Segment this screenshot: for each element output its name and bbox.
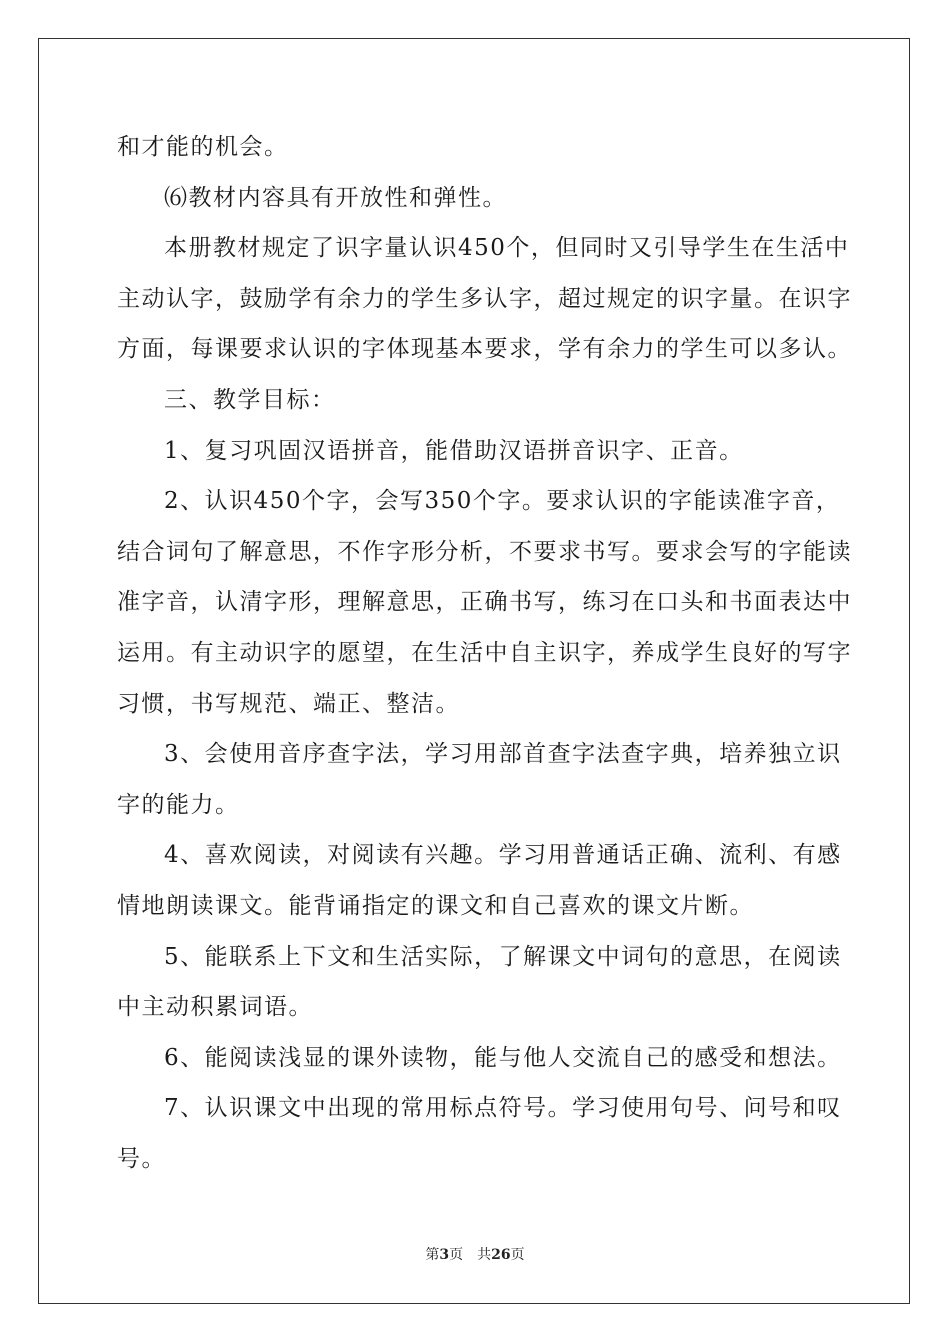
document-body xyxy=(117,128,852,1190)
total-pages: 26 xyxy=(491,1247,511,1263)
total-prefix: 共 xyxy=(477,1247,492,1263)
text-line: 结合词句了解意思，不作字形分析，不要求书写。要求会写的字能读 xyxy=(117,538,852,565)
text-line: 6、能阅读浅显的课外读物，能与他人交流自己的感受和想法。 xyxy=(164,1044,842,1071)
text-line: 1、复习巩固汉语拼音，能借助汉语拼音识字、正音。 xyxy=(164,437,744,464)
text-line: 方面，每课要求认识的字体现基本要求，学有余力的学生可以多认。 xyxy=(117,336,852,363)
text-line: 运用。有主动识字的愿望，在生活中自主识字，养成学生良好的写字 xyxy=(117,639,852,666)
page-suffix: 页 xyxy=(449,1247,464,1263)
text-line: 主动认字，鼓励学有余力的学生多认字，超过规定的识字量。在识字 xyxy=(117,285,852,312)
page-footer xyxy=(0,1245,950,1265)
text-line: 中主动积累词语。 xyxy=(117,994,313,1021)
text-line: 3、会使用音序查字法，学习用部首查字法查字典，培养独立识 xyxy=(164,741,842,768)
text-line: 字的能力。 xyxy=(117,791,240,818)
text-line: 号。 xyxy=(117,1145,166,1172)
section-heading: 三、教学目标： xyxy=(164,386,336,413)
text-line: 4、喜欢阅读，对阅读有兴趣。学习用普通话正确、流利、有感 xyxy=(164,842,842,869)
text-line: 情地朗读课文。能背诵指定的课文和自己喜欢的课文片断。 xyxy=(117,892,754,919)
text-line: 5、能联系上下文和生活实际，了解课文中词句的意思，在阅读 xyxy=(164,943,842,970)
text-line: 和才能的机会。 xyxy=(117,134,289,160)
text-line: 习惯，书写规范、端正、整洁。 xyxy=(117,690,460,717)
total-suffix: 页 xyxy=(510,1247,525,1263)
text-line: 2、认识450个字，会写350个字。要求认识的字能读准字音， xyxy=(164,488,841,515)
page-prefix: 第 xyxy=(425,1247,440,1263)
text-line: ⑹教材内容具有开放性和弹性。 xyxy=(164,184,507,211)
text-line: 7、认识课文中出现的常用标点符号。学习使用句号、问号和叹 xyxy=(164,1095,842,1122)
text-line: 本册教材规定了识字量认识450个，但同时又引导学生在生活中 xyxy=(164,235,850,262)
page-number: 3 xyxy=(439,1247,450,1263)
text-line: 准字音，认清字形，理解意思，正确书写，练习在口头和书面表达中 xyxy=(117,589,852,616)
